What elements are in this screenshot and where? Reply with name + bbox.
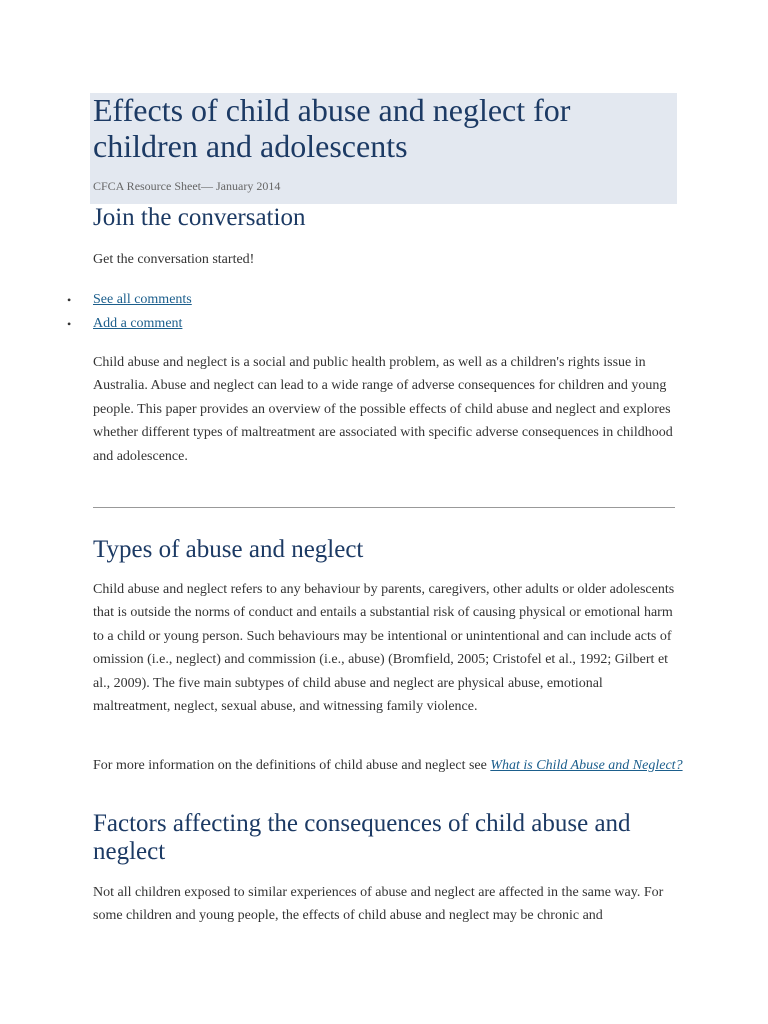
- types-heading: Types of abuse and neglect: [93, 536, 364, 563]
- page-title: Effects of child abuse and neglect for children and adolescents: [93, 92, 571, 164]
- list-item: [67, 288, 192, 312]
- conversation-heading: Join the conversation: [93, 204, 306, 231]
- bullet-icon: •: [67, 317, 72, 331]
- types-paragraph: Child abuse and neglect refers to any behaviour by parents, caregivers, other adults or older adolescents that is outside the norms of conduct and entails a substantial risk of causing physical or emotional harm to a child or young person. Such behaviours may be intentional or unintentional and can include acts of omission (i.e., neglect) and commission (i.e., abuse) (Bromfield, 2005; Cristofel et al., 1992; Gilbert et al., 2009). The five main subtypes of child abuse and neglect are physical abuse, emotional maltreatment, neglect, sexual abuse, and witnessing family violence.: [93, 582, 675, 715]
- intro-paragraph: Child abuse and neglect is a social and public health problem, as well as a children's rights issue in Australia. Abuse and neglect can lead to a wide range of adverse consequences for children and young people. This paper provides an overview of the possible effects of child abuse and neglect and explores whether different types of maltreatment are associated with specific adverse consequences in childhood and adolescence.: [93, 355, 673, 464]
- section-divider: [93, 507, 675, 508]
- see-all-comments-link[interactable]: See all comments: [93, 292, 192, 307]
- conversation-prompt: Get the conversation started!: [93, 252, 255, 267]
- add-comment-link[interactable]: Add a comment: [93, 316, 183, 331]
- definitions-text: For more information on the definitions of child abuse and neglect see: [93, 758, 491, 773]
- factors-heading: Factors affecting the consequences of child abuse and neglect: [93, 810, 631, 865]
- comment-links: [67, 288, 192, 336]
- bullet-icon: •: [67, 293, 72, 307]
- list-item: [67, 312, 192, 336]
- what-is-child-abuse-link[interactable]: What is Child Abuse and Neglect?: [490, 758, 683, 773]
- page-subtitle: CFCA Resource Sheet— January 2014: [93, 179, 281, 193]
- factors-paragraph: Not all children exposed to similar experiences of abuse and neglect are affected in the same way. For some children and young people, the effects of child abuse and neglect may be chronic and: [93, 885, 664, 924]
- definitions-paragraph: [93, 754, 683, 777]
